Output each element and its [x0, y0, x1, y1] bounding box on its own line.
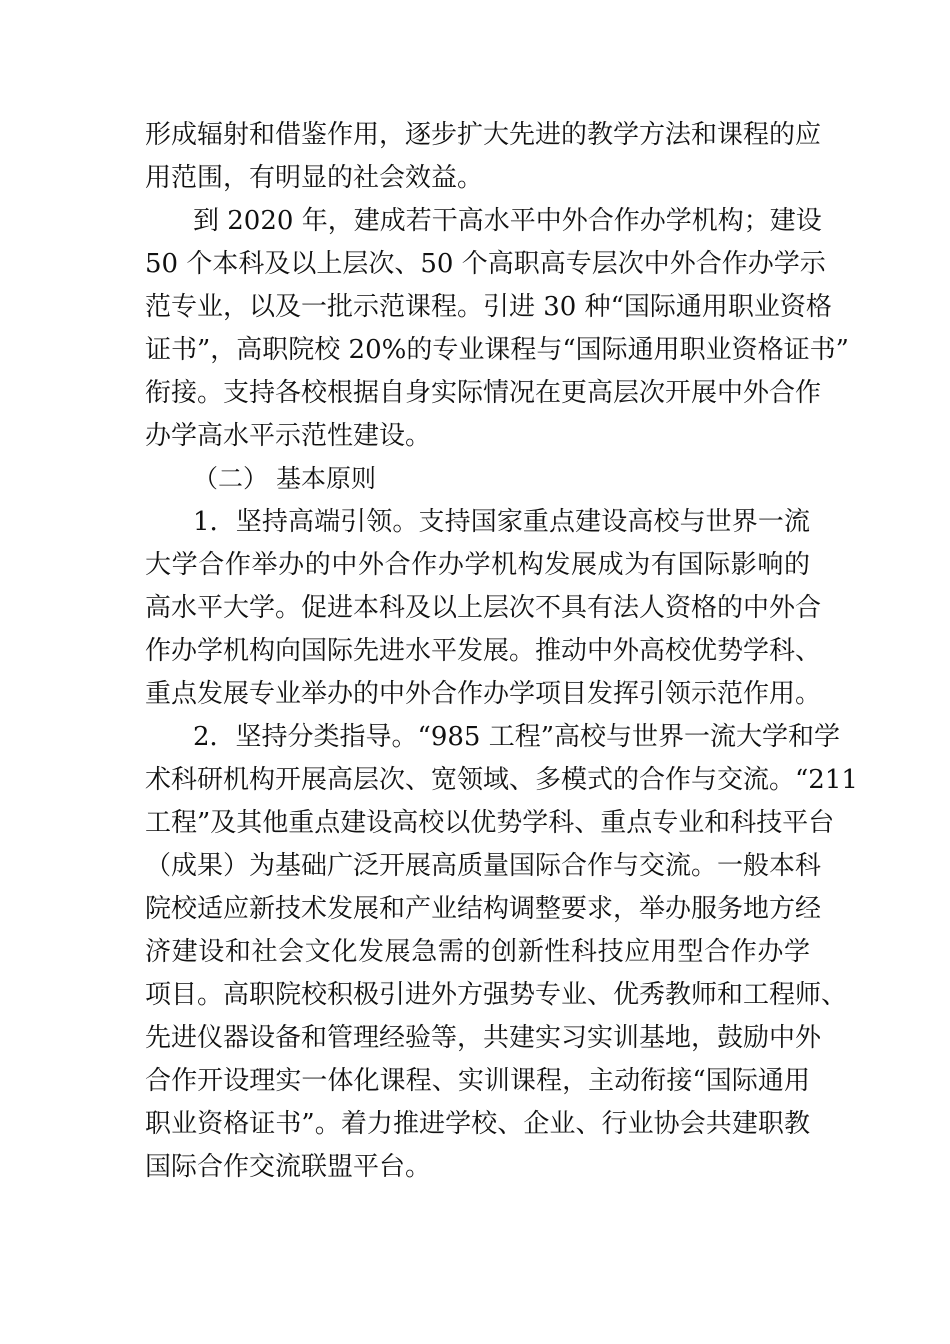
paragraph-line: 2．坚持分类指导。“985 工程”高校与世界一流大学和学 [193, 722, 841, 752]
paragraph-line: 衔接。支持各校根据自身实际情况在更高层次开展中外合作 [145, 378, 822, 408]
paragraph-line: 合作开设理实一体化课程、实训课程，主动衔接“国际通用 [145, 1066, 810, 1096]
paragraph-line: 证书”，高职院校 20%的专业课程与“国际通用职业资格证书” [145, 335, 849, 365]
paragraph-line: 项目。高职院校积极引进外方强势专业、优秀教师和工程师、 [145, 980, 848, 1010]
paragraph-line: 用范围，有明显的社会效益。 [145, 163, 484, 193]
paragraph-line: 到 2020 年，建成若干高水平中外合作办学机构；建设 [193, 206, 822, 236]
paragraph-line: 济建设和社会文化发展急需的创新性科技应用型合作办学 [145, 937, 810, 967]
paragraph-line: 50 个本科及以上层次、50 个高职高专层次中外合作办学示 [145, 249, 826, 279]
paragraph-line: （成果）为基础广泛开展高质量国际合作与交流。一般本科 [145, 851, 822, 881]
paragraph-line: 先进仪器设备和管理经验等，共建实习实训基地，鼓励中外 [145, 1023, 822, 1053]
paragraph-line: 重点发展专业举办的中外合作办学项目发挥引领示范作用。 [145, 679, 822, 709]
paragraph-line: 作办学机构向国际先进水平发展。推动中外高校优势学科、 [145, 636, 822, 666]
section-heading: （二） 基本原则 [193, 464, 376, 493]
paragraph-line: 形成辐射和借鉴作用，逐步扩大先进的教学方法和课程的应 [145, 120, 822, 150]
paragraph-line: 大学合作举办的中外合作办学机构发展成为有国际影响的 [145, 550, 810, 580]
paragraph-line: 办学高水平示范性建设。 [145, 421, 432, 451]
paragraph-line: 术科研机构开展高层次、宽领域、多模式的合作与交流。“211 [145, 765, 858, 795]
paragraph-line: 院校适应新技术发展和产业结构调整要求，举办服务地方经 [145, 894, 822, 924]
paragraph-line: 工程”及其他重点建设高校以优势学科、重点专业和科技平台 [145, 808, 835, 838]
paragraph-line: 国际合作交流联盟平台。 [145, 1152, 432, 1182]
paragraph-line: 职业资格证书”。着力推进学校、企业、行业协会共建职教 [145, 1109, 810, 1139]
paragraph-line: 1．坚持高端引领。支持国家重点建设高校与世界一流 [193, 507, 810, 537]
paragraph-line: 高水平大学。促进本科及以上层次不具有法人资格的中外合 [145, 593, 822, 623]
paragraph-line: 范专业，以及一批示范课程。引进 30 种“国际通用职业资格 [145, 292, 832, 322]
